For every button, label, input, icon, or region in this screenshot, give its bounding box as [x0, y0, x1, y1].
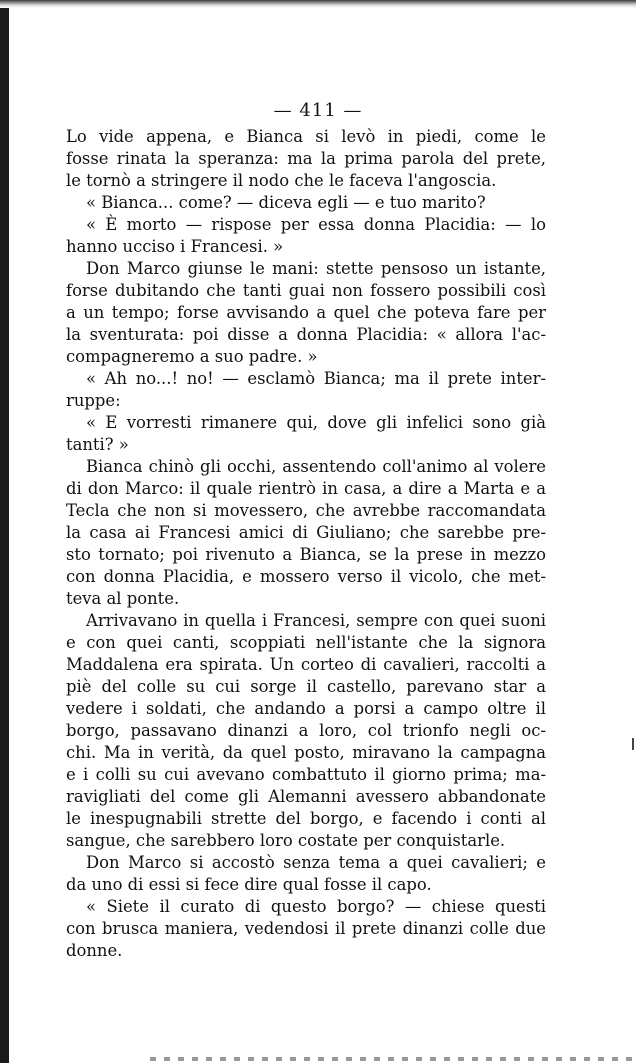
text-line: tanti? »: [66, 435, 129, 454]
text-line: con donna Placidia, e mossero verso il vicolo, che met-: [66, 567, 546, 586]
text-line: la sventurata: poi disse a donna Placidia: « allora l'ac-: [66, 325, 546, 344]
text-line: la casa ai Francesi amici di Giuliano; che sarebbe pre-: [66, 523, 546, 542]
text-line: ravigliati del come gli Alemanni avessero abbandonate: [66, 787, 546, 806]
text-line: sto tornato; poi rivenuto a Bianca, se la prese in mezzo: [66, 545, 546, 564]
text-line: « È morto — rispose per essa donna Placidia: — lo: [86, 215, 546, 234]
text-line: fosse rinata la speranza: ma la prima parola del prete,: [66, 149, 546, 168]
text-line: piè del colle su cui sorge il castello, parevano star a: [66, 677, 546, 696]
page-number: — 411 —: [273, 100, 363, 121]
text-line: teva al ponte.: [66, 589, 180, 608]
text-line: Don Marco giunse le mani: stette pensoso un istante,: [86, 259, 546, 278]
text-line: le inespugnabili strette del borgo, e facendo i conti al: [66, 809, 546, 828]
text-line: « Ah no...! no! — esclamò Bianca; ma il prete inter-: [86, 369, 546, 388]
text-line: « Siete il curato di questo borgo? — chiese questi: [86, 897, 546, 916]
text-line: con brusca maniera, vedendosi il prete dinanzi colle due: [66, 919, 546, 938]
text-line: Lo vide appena, e Bianca si levò in piedi, come le: [66, 127, 546, 146]
text-line: borgo, passavano dinanzi a loro, col trionfo negli oc-: [66, 721, 546, 740]
text-line: sangue, che sarebbero loro costate per conquistarle.: [66, 831, 506, 850]
text-line: forse dubitando che tanti guai non fossero possibili così: [66, 281, 546, 300]
body-text: [66, 126, 546, 962]
text-line: « Bianca... come? — diceva egli — e tuo marito?: [86, 193, 486, 212]
text-line: hanno ucciso i Francesi. »: [66, 237, 284, 256]
scan-mark: [632, 738, 634, 750]
text-line: di don Marco: il quale rientrò in casa, a dire a Marta e a: [66, 479, 546, 498]
text-line: donne.: [66, 941, 123, 960]
text-line: le tornò a stringere il nodo che le faceva l'angoscia.: [66, 171, 497, 190]
text-line: vedere i soldati, che andando a porsi a campo oltre il: [66, 699, 546, 718]
text-line: Tecla che non si movessero, che avrebbe raccomandata: [66, 501, 546, 520]
text-line: Bianca chinò gli occhi, assentendo coll'animo al volere: [86, 457, 546, 476]
text-line: da uno di essi si fece dire qual fosse il capo.: [66, 875, 432, 894]
text-line: e i colli su cui avevano combattuto il giorno prima; ma-: [66, 765, 546, 784]
text-line: Maddalena era spirata. Un corteo di cavalieri, raccolti a: [66, 655, 546, 674]
text-line: e con quei canti, scoppiati nell'istante che la signora: [66, 633, 546, 652]
text-line: a un tempo; forse avvisando a quel che poteva fare per: [66, 303, 546, 322]
bottom-scan-edge: [150, 1057, 636, 1061]
text-line: chi. Ma in verità, da quel posto, miravano la campagna: [66, 743, 546, 762]
text-line: Arrivavano in quella i Francesi, sempre con quei suoni: [86, 611, 546, 630]
text-line: compagneremo a suo padre. »: [66, 347, 318, 366]
text-line: Don Marco si accostò senza tema a quei cavalieri; e: [86, 853, 546, 872]
text-line: « E vorresti rimanere qui, dove gli infelici sono già: [86, 413, 546, 432]
binding-shadow: [0, 0, 9, 1063]
text-line: ruppe:: [66, 391, 121, 410]
top-scan-edge: [0, 0, 636, 8]
